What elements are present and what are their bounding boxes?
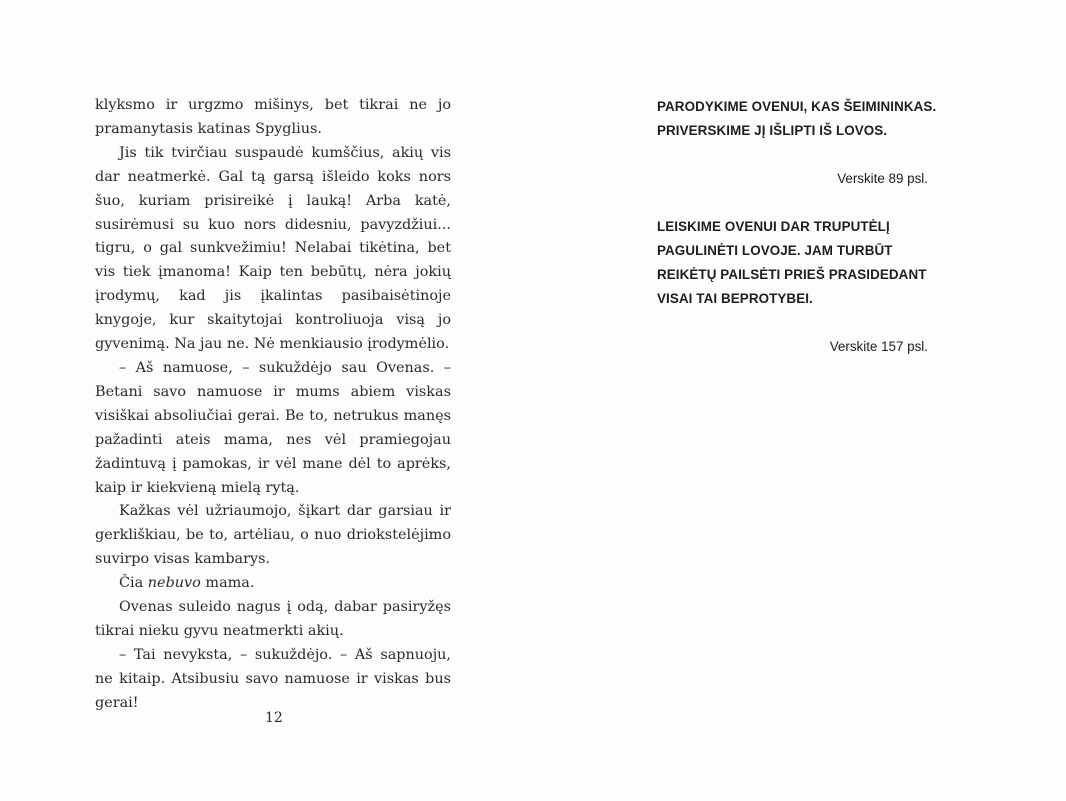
choice-option-1: [657, 95, 937, 143]
paragraph: Ovenas suleido nagus į odą, dabar pasiryžęs tikrai nieku gyvu neatmerkti akių.: [95, 599, 451, 639]
choice-line: REIKĖTŲ PAILSĖTI PRIEŠ PRASIDEDANT: [657, 267, 927, 282]
choice-line: VISAI TAI BEPROTYBEI.: [657, 291, 813, 306]
choice-option-2: [657, 215, 937, 311]
choice-1-page-reference: Verskite 89 psl.: [837, 171, 928, 186]
paragraph: [95, 572, 451, 596]
paragraph: Kažkas vėl užriaumojo, šįkart dar garsiau ir gerkliškiau, be to, artėliau, o nuo driokstelėjimo suvirpo visas kambarys.: [95, 503, 451, 568]
choice-line: PARODYKIME OVENUI, KAS ŠEIMININKAS.: [657, 99, 937, 114]
choice-2-page-reference: Verskite 157 psl.: [829, 339, 928, 354]
paragraph-end: mama.: [200, 575, 255, 592]
page-number: 12: [265, 710, 283, 726]
paragraph-start: Čia: [119, 575, 148, 592]
choice-line: PAGULINĖTI LOVOJE. JAM TURBŪT: [657, 243, 893, 258]
paragraph: – Tai nevyksta, – sukuždėjo. – Aš sapnuoju, ne kitaip. Atsibusiu savo namuose ir viskas bus gerai!: [95, 646, 451, 711]
right-page: [533, 0, 1066, 801]
story-text: [95, 94, 451, 716]
paragraph: – Aš namuose, – sukuždėjo sau Ovenas. – Betani savo namuose ir mums abiem viskas visiškai absoliučiai gerai. Be to, netrukus manęs pažadinti ateis mama, nes vėl pramiegojau žadintuvą į pamokas, ir vėl mane dėl to aprėks, kaip ir kiekvieną mielą rytą.: [95, 359, 451, 496]
italic-word: nebuvo: [147, 575, 201, 592]
choice-line: LEISKIME OVENUI DAR TRUPUTĖLĮ: [657, 219, 890, 234]
paragraph: Jis tik tvirčiau suspaudė kumščius, akių vis dar neatmerkė. Gal tą garsą išleido koks nors šuo, kuriam prisireikė į lauką! Arba katė, susirėmusi su kuo nors didesniu, pavyzdžiui... tigru, o gal sunkvežimiu! Nelabai tikėtina, bet vis tiek įmanoma! Kaip ten bebūtų, nėra jokių įrodymų, kad jis įkalintas pasibaisėtinoje knygoje, kur skaitytojai kontroliuoja visą jo gyvenimą. Na jau ne. Nė menkiausio įrodymėlio.: [95, 144, 451, 353]
paragraph: klyksmo ir urgzmo mišinys, bet tikrai ne jo pramanytasis katinas Spyglius.: [95, 97, 451, 137]
choice-line: PRIVERSKIME JĮ IŠLIPTI IŠ LOVOS.: [657, 123, 888, 138]
